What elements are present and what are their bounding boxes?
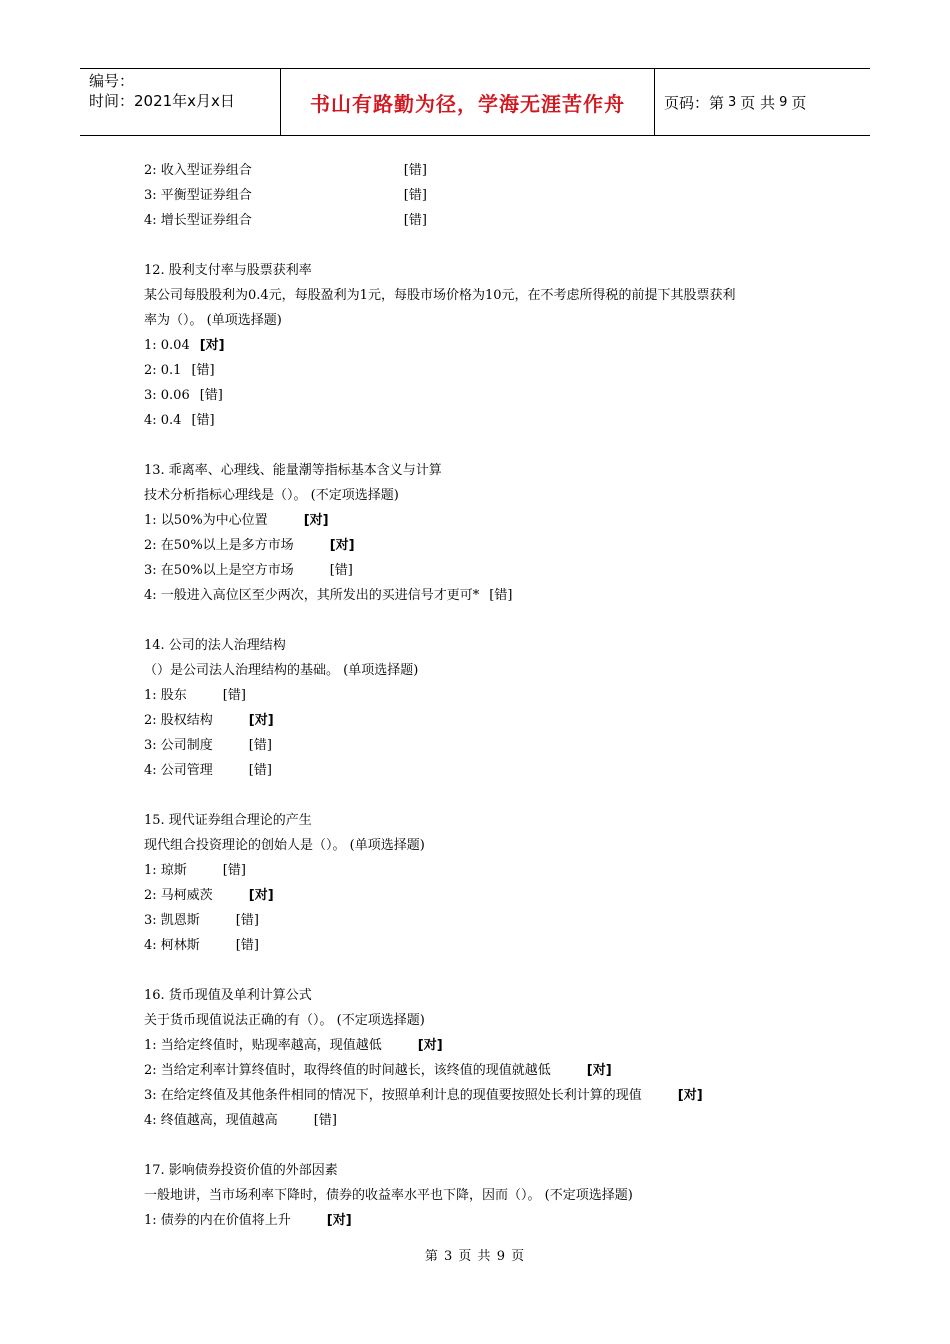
header-meta bbox=[80, 69, 281, 135]
answer-option bbox=[144, 758, 824, 783]
page-mid: 页 共 bbox=[740, 93, 776, 112]
blank-line bbox=[144, 433, 824, 458]
wrong-mark: [错] bbox=[222, 863, 246, 878]
option-text: 1: 以50%为中心位置 bbox=[144, 513, 268, 528]
option-text: 4: 一般进入高位区至少两次，其所发出的买进信号才更可* bbox=[144, 588, 480, 603]
option-text: 2: 在50%以上是多方市场 bbox=[144, 538, 294, 553]
blank-line bbox=[144, 1133, 824, 1158]
answer-option bbox=[144, 333, 824, 358]
question-text bbox=[144, 458, 824, 483]
correct-mark: [对] bbox=[677, 1088, 703, 1103]
option-text: 1: 当给定终值时，贴现率越高，现值越低 bbox=[144, 1038, 382, 1053]
text-line: 13. 乖离率、心理线、能量潮等指标基本含义与计算 bbox=[144, 463, 442, 478]
option-text: 4: 增长型证券组合 bbox=[144, 213, 252, 228]
question-text bbox=[144, 308, 824, 333]
footer-left: 第 bbox=[424, 1249, 439, 1264]
answer-option bbox=[144, 158, 824, 183]
footer-right: 页 bbox=[511, 1249, 526, 1264]
wrong-mark: [错] bbox=[403, 188, 427, 203]
text-line: 15. 现代证券组合理论的产生 bbox=[144, 813, 312, 828]
option-text: 3: 凯恩斯 bbox=[144, 913, 200, 928]
question-text bbox=[144, 808, 824, 833]
answer-option bbox=[144, 708, 824, 733]
wrong-mark: [错] bbox=[191, 413, 215, 428]
wrong-mark: [错] bbox=[313, 1113, 337, 1128]
correct-mark: [对] bbox=[199, 338, 225, 353]
option-text: 1: 琼斯 bbox=[144, 863, 187, 878]
option-text: 3: 在给定终值及其他条件相同的情况下，按照单利计息的现值要按照处长利计算的现值 bbox=[144, 1088, 642, 1103]
answer-option bbox=[144, 208, 824, 233]
text-line: 12. 股利支付率与股票获利率 bbox=[144, 263, 312, 278]
page-current: 3 bbox=[728, 94, 737, 110]
option-text: 2: 收入型证券组合 bbox=[144, 163, 252, 178]
answer-option bbox=[144, 583, 824, 608]
option-text: 2: 股权结构 bbox=[144, 713, 213, 728]
wrong-mark: [错] bbox=[235, 938, 259, 953]
wrong-mark: [错] bbox=[222, 688, 246, 703]
blank-line bbox=[144, 958, 824, 983]
correct-mark: [对] bbox=[417, 1038, 443, 1053]
answer-option bbox=[144, 858, 824, 883]
option-text: 3: 0.06 bbox=[144, 388, 190, 403]
text-line: 一般地讲，当市场利率下降时，债券的收益率水平也下降，因而（）。 (不定项选择题) bbox=[144, 1188, 633, 1203]
option-text: 3: 平衡型证券组合 bbox=[144, 188, 252, 203]
wrong-mark: [错] bbox=[403, 163, 427, 178]
time-label: 时间：2021年x月x日 bbox=[89, 92, 235, 110]
wrong-mark: [错] bbox=[248, 763, 272, 778]
question-text bbox=[144, 1008, 824, 1033]
text-line: 关于货币现值说法正确的有（）。 (不定项选择题) bbox=[144, 1013, 425, 1028]
question-text bbox=[144, 258, 824, 283]
blank-line bbox=[144, 608, 824, 633]
correct-mark: [对] bbox=[326, 1213, 352, 1228]
answer-option bbox=[144, 508, 824, 533]
option-text: 4: 柯林斯 bbox=[144, 938, 200, 953]
wrong-mark: [错] bbox=[235, 913, 259, 928]
wrong-mark: [错] bbox=[329, 563, 353, 578]
serial-label: 编号： bbox=[89, 72, 135, 90]
answer-option bbox=[144, 1208, 824, 1233]
answer-option bbox=[144, 183, 824, 208]
option-text: 3: 在50%以上是空方市场 bbox=[144, 563, 294, 578]
footer-total: 9 bbox=[496, 1249, 506, 1264]
text-line: 某公司每股股利为0.4元，每股盈利为1元，每股市场价格为10元，在不考虑所得税的前提下其股票获利 bbox=[144, 288, 736, 303]
page-total: 9 bbox=[779, 94, 788, 110]
answer-option bbox=[144, 1058, 824, 1083]
wrong-mark: [错] bbox=[489, 588, 513, 603]
option-text: 2: 0.1 bbox=[144, 363, 182, 378]
text-line: 现代组合投资理论的创始人是（）。 (单项选择题) bbox=[144, 838, 425, 853]
answer-option bbox=[144, 933, 824, 958]
answer-option bbox=[144, 558, 824, 583]
question-text bbox=[144, 633, 824, 658]
answer-option bbox=[144, 533, 824, 558]
blank-line bbox=[144, 233, 824, 258]
wrong-mark: [错] bbox=[191, 363, 215, 378]
answer-option bbox=[144, 1083, 824, 1108]
document-body bbox=[144, 158, 824, 1233]
footer-mid: 页 共 bbox=[458, 1249, 492, 1264]
question-text bbox=[144, 833, 824, 858]
page-prefix: 页码：第 bbox=[664, 93, 725, 112]
text-line: 技术分析指标心理线是（）。 (不定项选择题) bbox=[144, 488, 399, 503]
answer-option bbox=[144, 908, 824, 933]
answer-option bbox=[144, 1033, 824, 1058]
text-line: （）是公司法人治理结构的基础。 (单项选择题) bbox=[144, 663, 419, 678]
question-text bbox=[144, 658, 824, 683]
page-suffix: 页 bbox=[791, 93, 807, 112]
answer-option bbox=[144, 1108, 824, 1133]
text-line: 14. 公司的法人治理结构 bbox=[144, 638, 286, 653]
answer-option bbox=[144, 358, 824, 383]
correct-mark: [对] bbox=[303, 513, 329, 528]
wrong-mark: [错] bbox=[199, 388, 223, 403]
answer-option bbox=[144, 883, 824, 908]
option-text: 4: 终值越高，现值越高 bbox=[144, 1113, 278, 1128]
option-text: 4: 公司管理 bbox=[144, 763, 213, 778]
text-line: 17. 影响债券投资价值的外部因素 bbox=[144, 1163, 338, 1178]
option-text: 2: 马柯威茨 bbox=[144, 888, 213, 903]
header-motto: 书山有路勤为径，学海无涯苦作舟 bbox=[281, 69, 655, 135]
correct-mark: [对] bbox=[248, 888, 274, 903]
text-line: 率为（）。 (单项选择题) bbox=[144, 313, 282, 328]
page-footer bbox=[0, 1245, 950, 1264]
question-text bbox=[144, 983, 824, 1008]
correct-mark: [对] bbox=[248, 713, 274, 728]
answer-option bbox=[144, 383, 824, 408]
wrong-mark: [错] bbox=[248, 738, 272, 753]
option-text: 1: 债券的内在价值将上升 bbox=[144, 1213, 291, 1228]
question-text bbox=[144, 1158, 824, 1183]
option-text: 2: 当给定利率计算终值时，取得终值的时间越长，该终值的现值就越低 bbox=[144, 1063, 551, 1078]
answer-option bbox=[144, 408, 824, 433]
question-text bbox=[144, 483, 824, 508]
blank-line bbox=[144, 783, 824, 808]
question-text bbox=[144, 1183, 824, 1208]
wrong-mark: [错] bbox=[403, 213, 427, 228]
footer-current: 3 bbox=[444, 1249, 454, 1264]
option-text: 3: 公司制度 bbox=[144, 738, 213, 753]
text-line: 16. 货币现值及单利计算公式 bbox=[144, 988, 312, 1003]
option-text: 1: 股东 bbox=[144, 688, 187, 703]
header-page-info bbox=[655, 69, 870, 135]
option-text: 1: 0.04 bbox=[144, 338, 190, 353]
answer-option bbox=[144, 683, 824, 708]
answer-option bbox=[144, 733, 824, 758]
correct-mark: [对] bbox=[329, 538, 355, 553]
option-text: 4: 0.4 bbox=[144, 413, 182, 428]
page-header bbox=[80, 68, 870, 136]
correct-mark: [对] bbox=[586, 1063, 612, 1078]
question-text bbox=[144, 283, 824, 308]
